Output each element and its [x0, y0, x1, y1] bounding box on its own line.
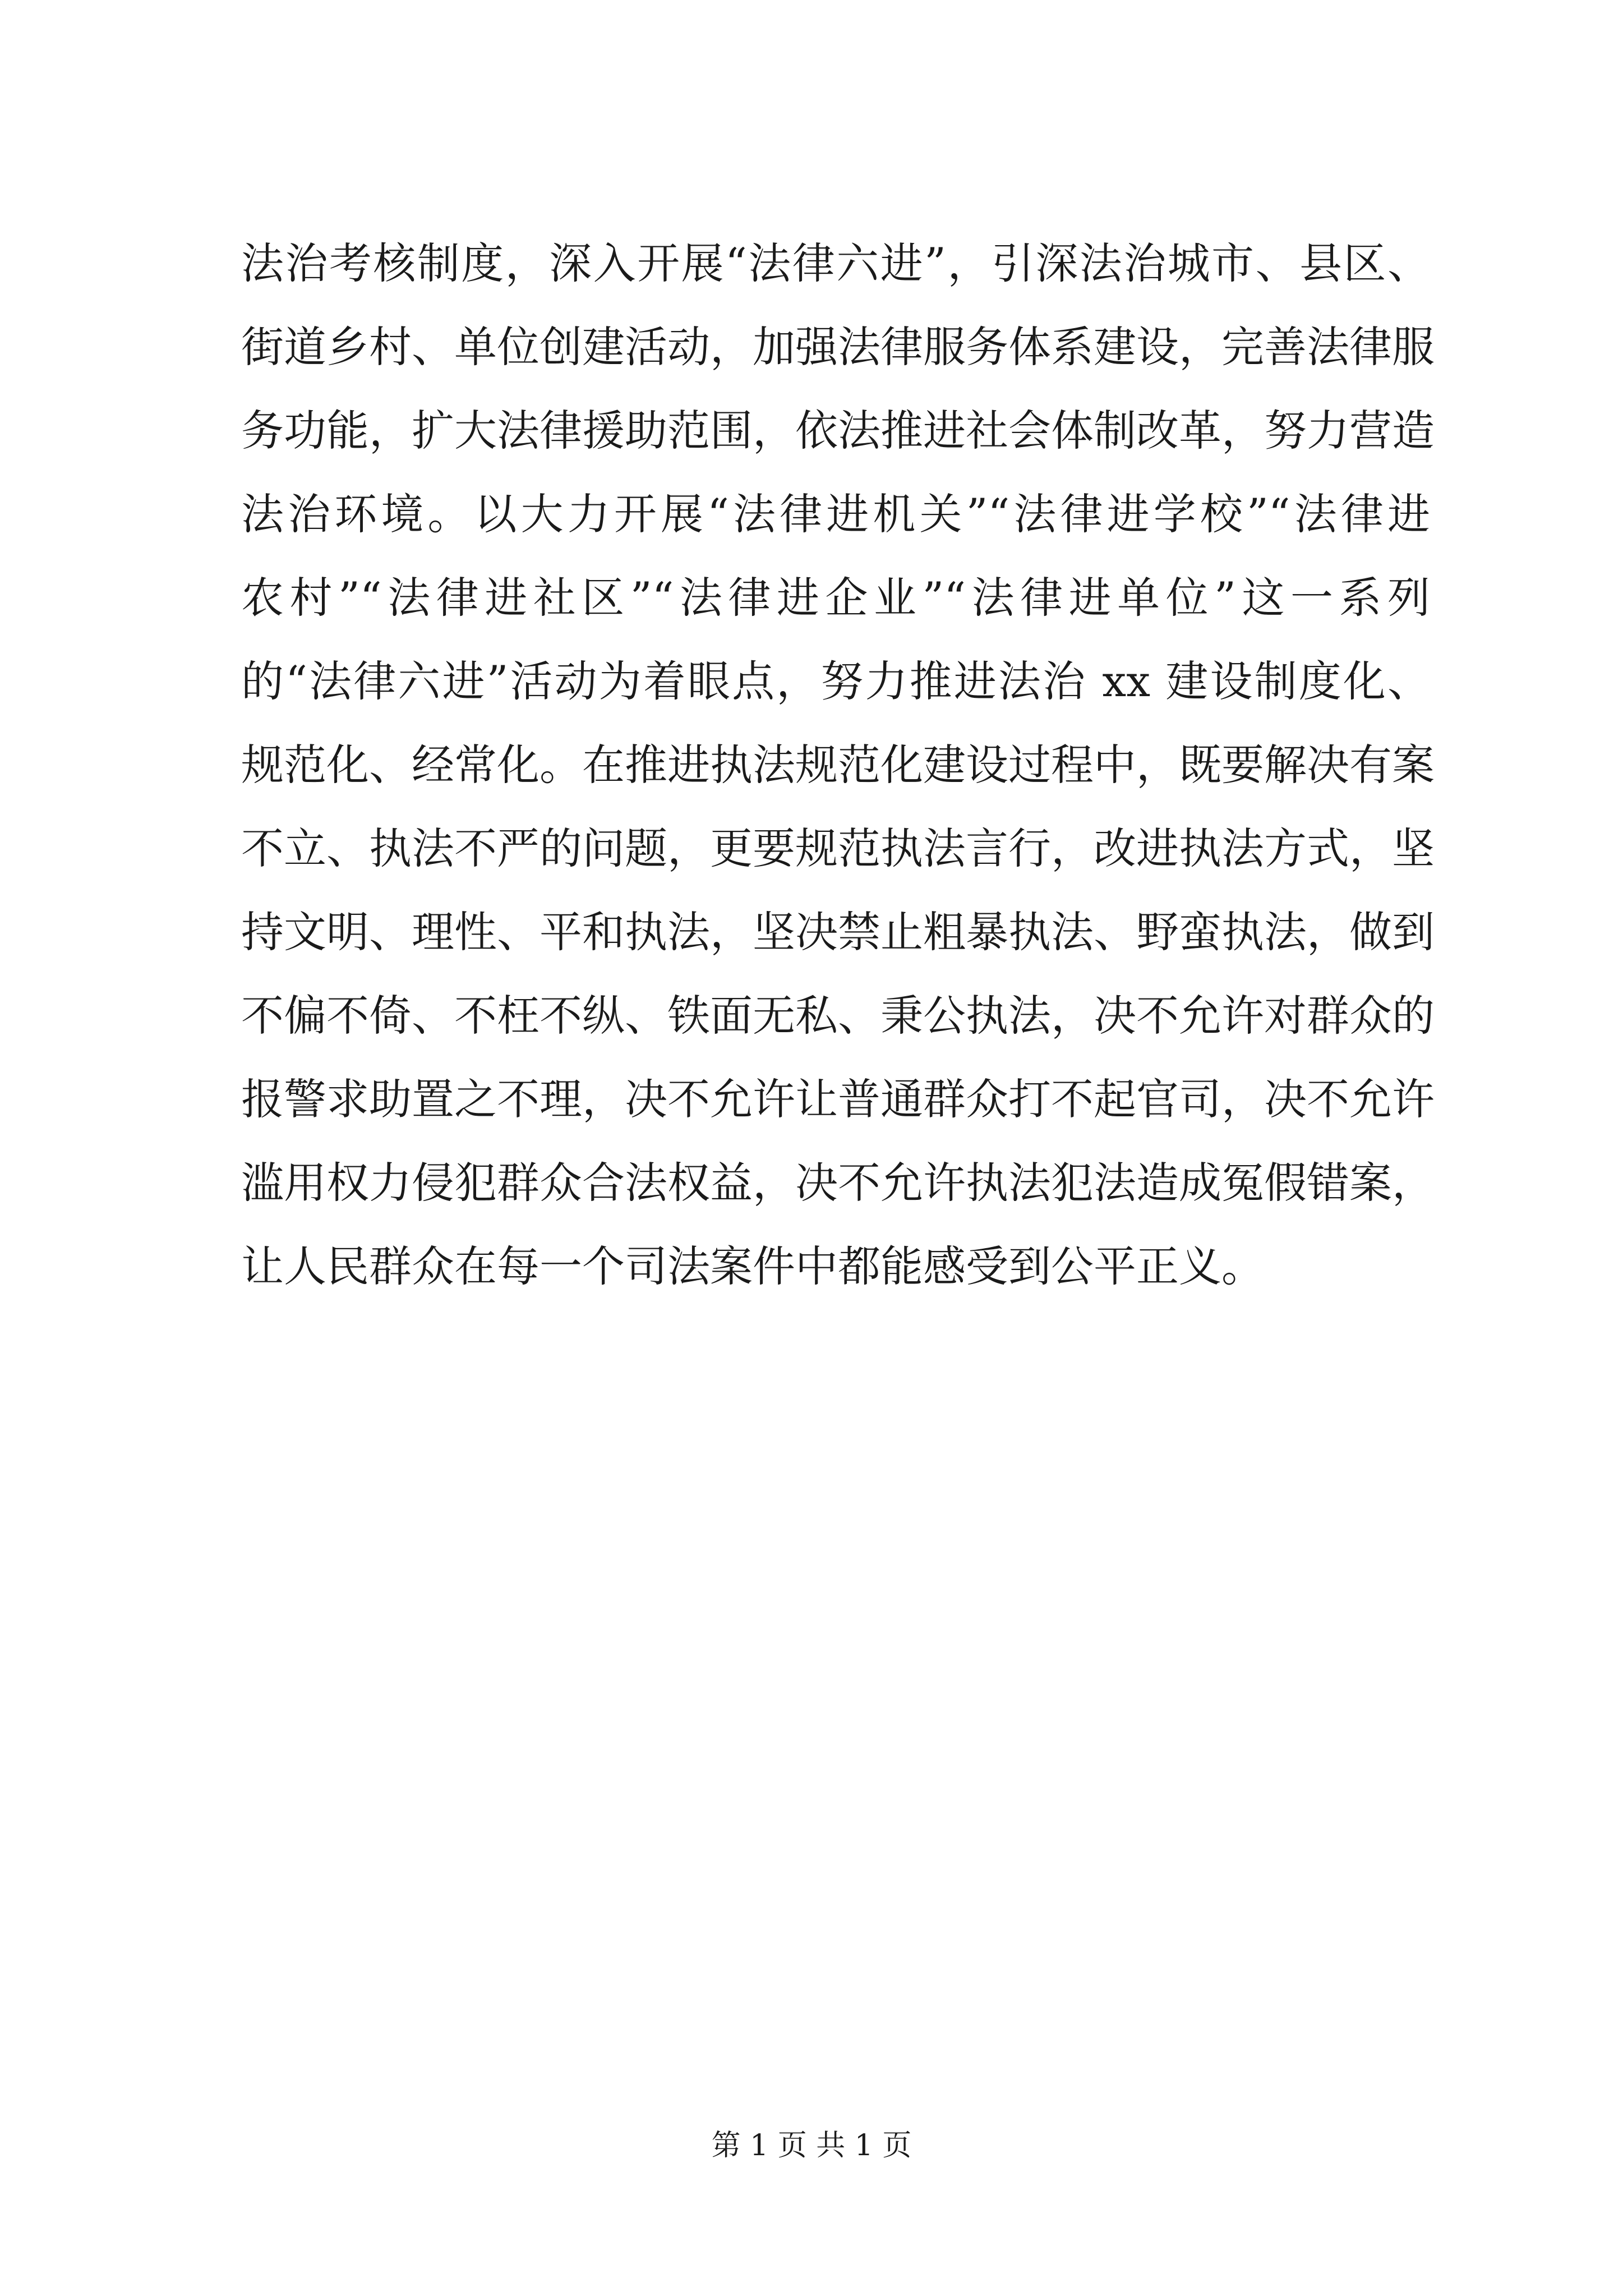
- text-line: 让人民群众在每一个司法案件中都能感受到公平正义。: [241, 1241, 1264, 1291]
- text-line: 规范化、经常化。在推进执法规范化建设过程中，既要解决有案: [241, 740, 1435, 790]
- text-line: 法治环境。以大力开展“法律进机关”“法律进学校”“法律进: [241, 489, 1430, 539]
- text-line: 务功能，扩大法律援助范围，依法推进社会体制改革，努力营造: [241, 406, 1435, 455]
- text-line: 报警求助置之不理，决不允许让普通群众打不起官司，决不允许: [241, 1074, 1435, 1124]
- text-line: 不立、执法不严的问题，更要规范执法言行，改进执法方式，坚: [241, 823, 1435, 873]
- text-line: 法治考核制度，深入开展“法律六进”，引深法治城市、县区、: [241, 238, 1430, 288]
- body-paragraph: [241, 222, 1435, 1308]
- text-line: 不偏不倚、不枉不纵、铁面无私、秉公执法，决不允许对群众的: [241, 991, 1435, 1041]
- text-line: 农村”“法律进社区”“法律进企业”“法律进单位”这一系列: [241, 573, 1430, 623]
- page-footer: 第 1 页 共 1 页: [711, 2129, 912, 2162]
- text-line: 持文明、理性、平和执法，坚决禁止粗暴执法、野蛮执法，做到: [241, 907, 1435, 957]
- text-line: 滥用权力侵犯群众合法权益，决不允许执法犯法造成冤假错案，: [241, 1158, 1435, 1208]
- text-line: 街道乡村、单位创建活动，加强法律服务体系建设，完善法律服: [241, 322, 1435, 372]
- text-line: 的“法律六进”活动为着眼点，努力推进法治 xx 建设制度化、: [241, 656, 1430, 706]
